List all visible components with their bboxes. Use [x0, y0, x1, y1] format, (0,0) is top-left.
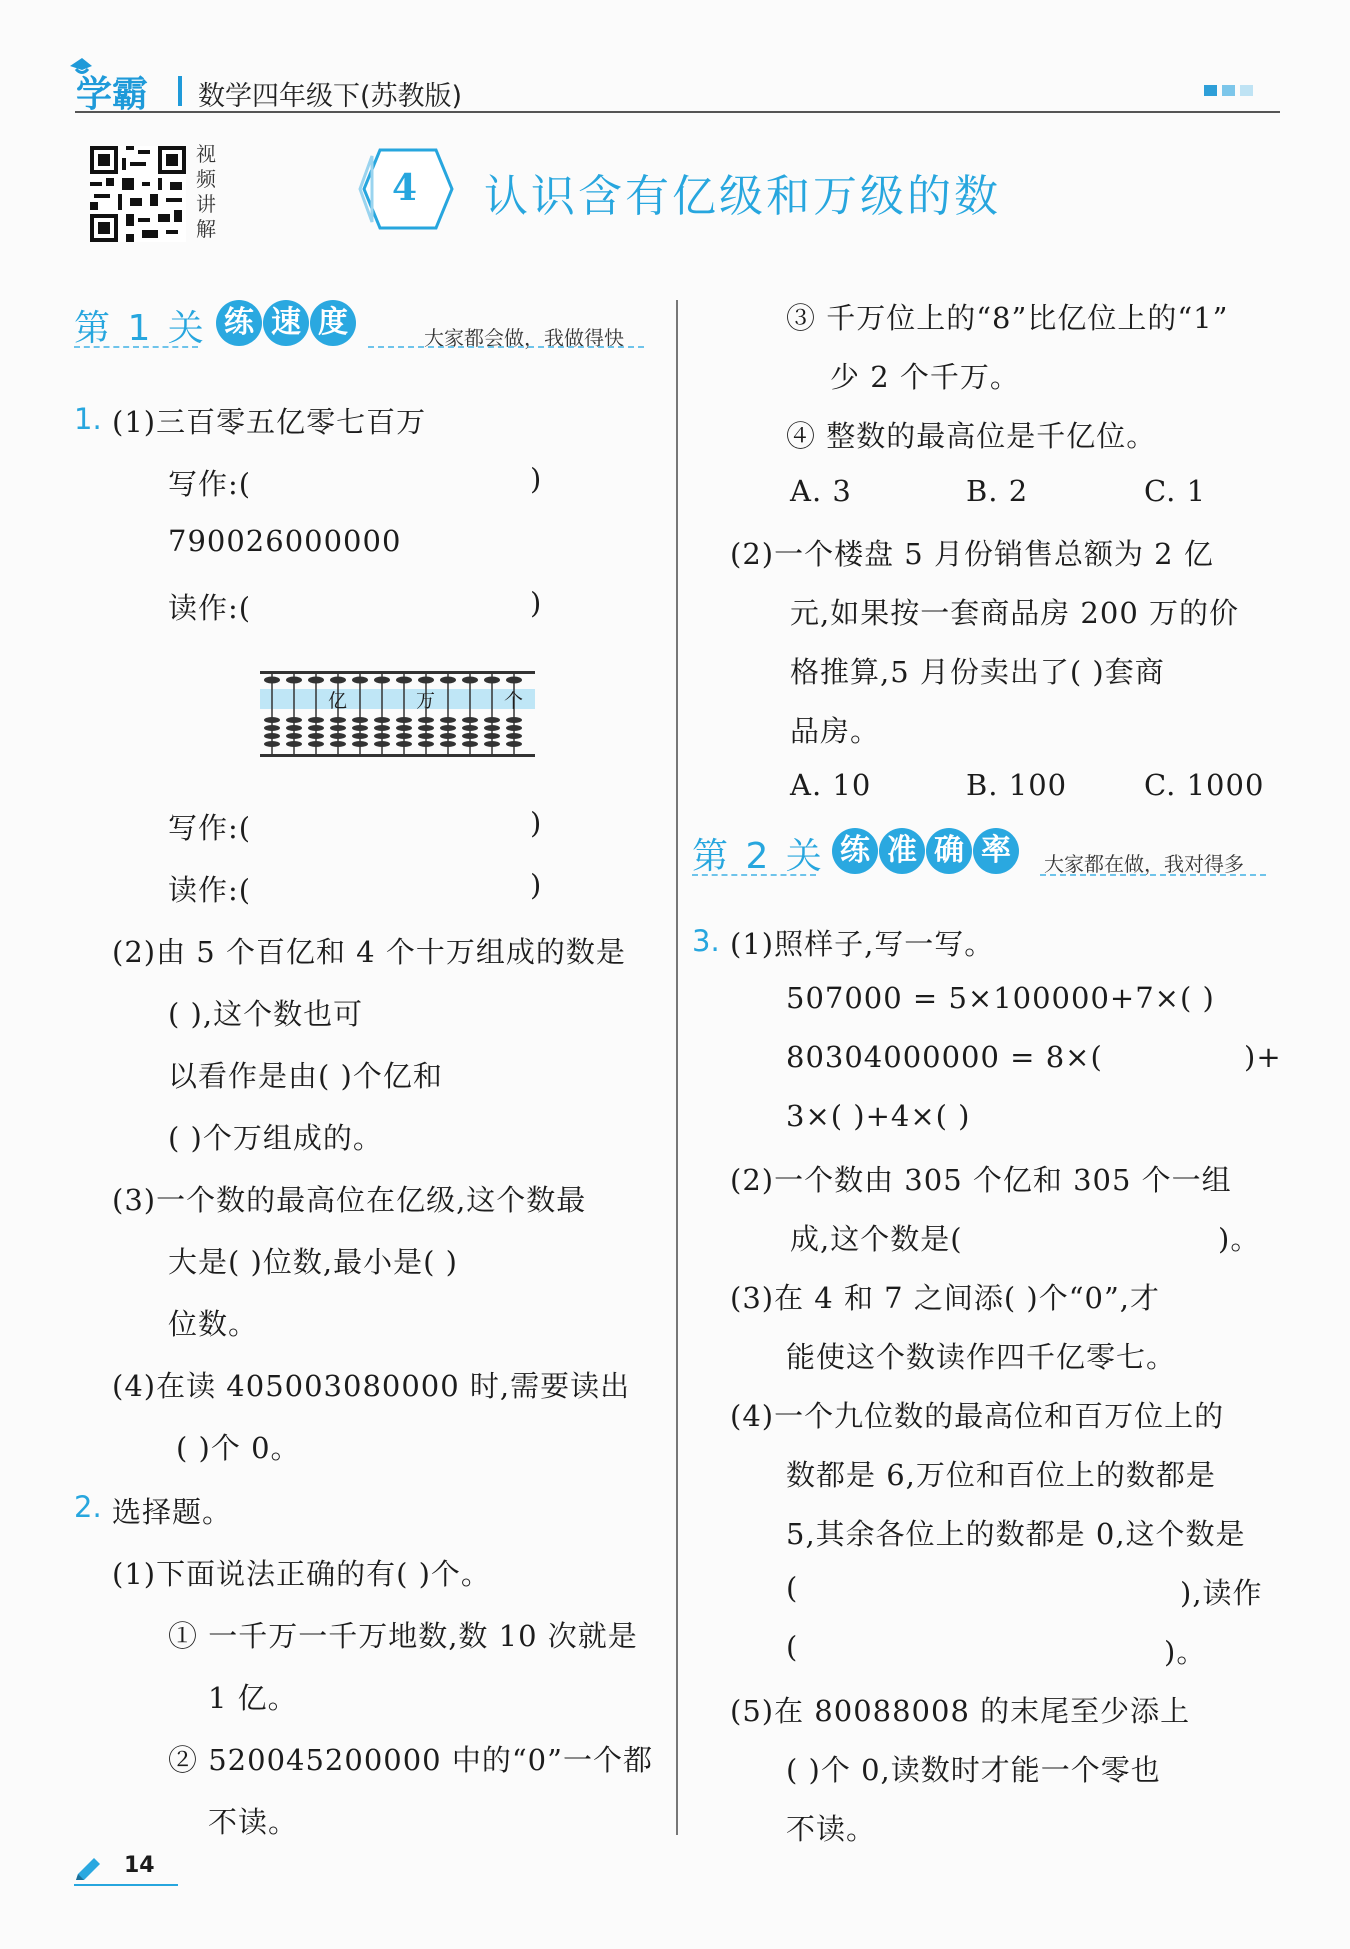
abacus-label-yi: 亿	[328, 690, 348, 712]
header-square-icon	[1204, 85, 1217, 96]
page-number: 14	[124, 1853, 155, 1878]
answer-paren: )+	[1244, 1040, 1282, 1074]
logo-divider	[178, 76, 182, 106]
answer-paren: )	[530, 868, 543, 902]
lesson-number: 4	[392, 167, 418, 209]
book-title: 数学四年级下(苏教版)	[198, 81, 463, 112]
cap-icon	[68, 56, 94, 80]
abacus	[260, 668, 535, 760]
abacus-icon	[260, 668, 535, 760]
q1-part2: (2)由 5 个百亿和 4 个十万组成的数是	[112, 935, 626, 969]
q3-part5: (5)在 80088008 的末尾至少添上	[730, 1694, 1191, 1728]
q2-part2: 元,如果按一套商品房 200 万的价	[790, 596, 1240, 630]
qr-code-icon[interactable]	[90, 146, 186, 242]
q3-equation: 507000 = 5×100000+7×( )	[786, 981, 1215, 1015]
header-rule	[75, 111, 1280, 113]
option: C. 1	[1144, 474, 1207, 508]
q3-part3: 能使这个数读作四千亿零七。	[786, 1340, 1177, 1374]
option: C. 1000	[1144, 768, 1265, 802]
q1-part3: 位数。	[168, 1307, 259, 1341]
answer-paren: ),读作	[1180, 1576, 1263, 1610]
q1-write2-label: 写作:(	[168, 811, 252, 845]
q1-part4: (4)在读 405003080000 时,需要读出	[112, 1369, 631, 1403]
q2-statement: 1 亿。	[208, 1681, 298, 1715]
q3-part4: 5,其余各位上的数都是 0,这个数是	[786, 1517, 1246, 1551]
answer-paren: )	[530, 806, 543, 840]
pencil-icon	[74, 1852, 104, 1880]
section2-prefix: 第 2 关	[692, 836, 825, 877]
q3-part2: 成,这个数是(	[790, 1222, 963, 1256]
section1-prefix: 第 1 关	[74, 308, 207, 349]
q3-part1: (1)照样子,写一写。	[730, 927, 995, 961]
question-number: 2.	[74, 1490, 102, 1524]
section2-underline	[692, 874, 816, 876]
q3-part4: (	[786, 1630, 799, 1664]
section1-underline	[74, 346, 198, 348]
q1-part2: ( ),这个数也可	[168, 997, 364, 1031]
abacus-label-wan: 万	[416, 690, 436, 712]
option: A. 3	[790, 474, 852, 508]
q1-part2: ( )个万组成的。	[168, 1121, 383, 1155]
section1-motto: 大家都会做，我做得快	[424, 326, 624, 350]
q1-read1-label: 读作:(	[168, 591, 252, 625]
section2-motto: 大家都在做，我对得多	[1044, 852, 1244, 876]
header-square-icon	[1222, 85, 1235, 96]
lesson-title: 认识含有亿级和万级的数	[484, 171, 1001, 222]
q1-number: 790026000000	[168, 524, 402, 558]
section1-underline	[368, 346, 644, 348]
header-square-icon	[1240, 85, 1253, 96]
section2-badge: 率	[973, 828, 1019, 874]
q1-read2-label: 读作:(	[168, 873, 252, 907]
section1-badge: 速	[263, 300, 309, 346]
section2-underline	[1040, 874, 1266, 876]
q2-statement: 不读。	[208, 1805, 299, 1839]
q2-statement: ③ 千万位上的“8”比亿位上的“1”	[786, 301, 1229, 335]
q1-write1-label: 写作:(	[168, 467, 252, 501]
section2-badge: 准	[879, 828, 925, 874]
section2-badge: 练	[832, 828, 878, 874]
q3-part5: 不读。	[786, 1812, 877, 1846]
question-number: 3.	[692, 924, 720, 958]
option: A. 10	[790, 768, 872, 802]
section1-badge: 练	[216, 300, 262, 346]
q1-part3: (3)一个数的最高位在亿级,这个数最	[112, 1183, 587, 1217]
q1-part3: 大是( )位数,最小是( )	[168, 1245, 458, 1279]
footer-rule	[74, 1884, 178, 1886]
answer-paren: )。	[1218, 1222, 1261, 1256]
logo: 学霸	[76, 74, 149, 115]
option: B. 100	[966, 768, 1068, 802]
answer-paren: )	[530, 462, 543, 496]
abacus-label-ge: 个	[504, 690, 524, 712]
q2-statement: ④ 整数的最高位是千亿位。	[786, 419, 1157, 453]
q3-part4: (	[786, 1571, 799, 1605]
q1-part4: ( )个 0。	[176, 1431, 301, 1465]
q2-statement: ② 520045200000 中的“0”一个都	[168, 1743, 653, 1777]
answer-paren: )	[530, 586, 543, 620]
section1-badge: 度	[310, 300, 356, 346]
q2-part2: 格推算,5 月份卖出了( )套商	[790, 655, 1165, 689]
q3-equation: 80304000000 = 8×(	[786, 1040, 1103, 1074]
q3-part2: (2)一个数由 305 个亿和 305 个一组	[730, 1163, 1232, 1197]
qr-label: 视频讲解	[196, 142, 216, 241]
q2-part2: 品房。	[790, 714, 881, 748]
question-number: 1.	[74, 402, 102, 436]
q2-statement: ① 一千万一千万地数,数 10 次就是	[168, 1619, 638, 1653]
q1-part2: 以看作是由( )个亿和	[168, 1059, 443, 1093]
q2-part2: (2)一个楼盘 5 月份销售总额为 2 亿	[730, 537, 1214, 571]
q2-part1: (1)下面说法正确的有( )个。	[112, 1557, 491, 1591]
column-divider	[676, 300, 678, 1835]
answer-paren: )。	[1164, 1635, 1207, 1669]
q2-title: 选择题。	[112, 1495, 233, 1529]
option: B. 2	[966, 474, 1029, 508]
q2-statement: 少 2 个千万。	[830, 360, 1020, 394]
q3-part5: ( )个 0,读数时才能一个零也	[786, 1753, 1161, 1787]
q3-part3: (3)在 4 和 7 之间添( )个“0”,才	[730, 1281, 1161, 1315]
q1-part1: (1)三百零五亿零七百万	[112, 405, 427, 439]
q3-part4: 数都是 6,万位和百位上的数都是	[786, 1458, 1216, 1492]
q3-part4: (4)一个九位数的最高位和百万位上的	[730, 1399, 1225, 1433]
section2-badge: 确	[926, 828, 972, 874]
q3-equation: 3×( )+4×( )	[786, 1099, 971, 1133]
